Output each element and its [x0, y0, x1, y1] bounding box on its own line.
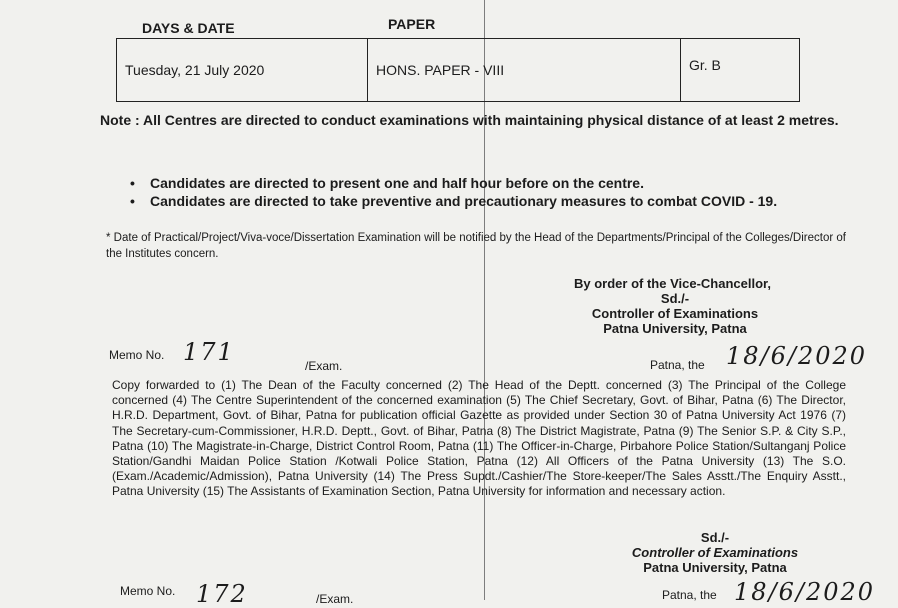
sd-line: Sd./- — [700, 530, 730, 545]
table-row — [117, 39, 800, 102]
memo-2 — [120, 580, 354, 608]
header-days-date: DAYS & DATE — [142, 20, 235, 36]
practical-exam-note: * Date of Practical/Project/Viva-voce/Dissertation Examination will be notified by the Head of the Departments/Principal of the Colleges/Director of the Institutes concern. — [106, 232, 846, 260]
memo-label: Memo No. — [109, 348, 165, 362]
schedule-group-cell: Gr. B — [681, 39, 800, 102]
distance-note: Note : All Centres are directed to conduct examinations with maintaining physical distance of at least 2 metres. — [100, 112, 839, 128]
controller-title: Controller of Examinations — [631, 545, 799, 560]
handwritten-date: 18/6/2020 — [726, 342, 868, 370]
memo-label: Memo No. — [120, 584, 176, 598]
list-item: • Candidates are directed to take preventive and precautionary measures to combat COVID - 19. — [130, 192, 777, 210]
header-paper: PAPER — [388, 16, 436, 32]
schedule-table — [116, 38, 800, 102]
handwritten-date: 18/6/2020 — [734, 578, 876, 606]
date-label: Patna, the — [650, 358, 705, 372]
sd-line: Sd./- — [660, 291, 690, 306]
memo-1 — [109, 338, 343, 373]
list-item: • Candidates are directed to present one and half hour before on the centre. — [130, 174, 777, 192]
schedule-paper-cell: HONS. PAPER - VIII — [368, 39, 681, 102]
order-line: By order of the Vice-Chancellor, — [574, 276, 771, 291]
signature-block-2 — [600, 530, 830, 575]
memo-suffix: /Exam. — [305, 359, 343, 373]
schedule-date-cell: Tuesday, 21 July 2020 — [117, 39, 368, 102]
copy-forwarded-paragraph: Copy forwarded to (1) The Dean of the Faculty concerned (2) The Head of the Deptt. concerned (3) The Principal of the College concerned (4) The Centre Superintendent of the concerned examination (5) The Chief Secretary, Govt. of Bihar, Patna (6) The Director, H.R.D. Department, Govt. of Bihar, Patna for publication official Gazette as provided under Section 30 of Patna University Act 1976 (7) The Secretary-cum-Commissioner, H.R.D. Deptt., Govt. of Bihar, Patna (8) The District Magistrate, Patna (9) The Senior S.P. & City S.P., Patna (10) The Magistrate-in-Charge, District Control Room, Patna (11) The Officer-in-Charge, Pirbahore Police Station/Sultanganj Police Station/Gandhi Maidan Police Station /Kotwali Police Station, Patna (12) All Officers of the Patna University (13) The S.O. (Exam./Academic/Admission), Patna University (14) The Press Supdt./Cashier/The Store-keeper/The Sales Asstt./The Enquiry Asstt., Patna University (15) The Assistants of Examination Section, Patna University for information and necessary action. — [112, 378, 846, 499]
memo-number: 172 — [196, 580, 248, 608]
university-name: Patna University, Patna — [603, 321, 747, 336]
memo-number: 171 — [183, 338, 235, 366]
university-name: Patna University, Patna — [643, 560, 787, 575]
date-label: Patna, the — [662, 588, 717, 602]
signature-block-1 — [560, 276, 790, 336]
instruction-list — [130, 174, 777, 210]
memo-suffix: /Exam. — [316, 592, 354, 606]
controller-title: Controller of Examinations — [591, 306, 759, 321]
